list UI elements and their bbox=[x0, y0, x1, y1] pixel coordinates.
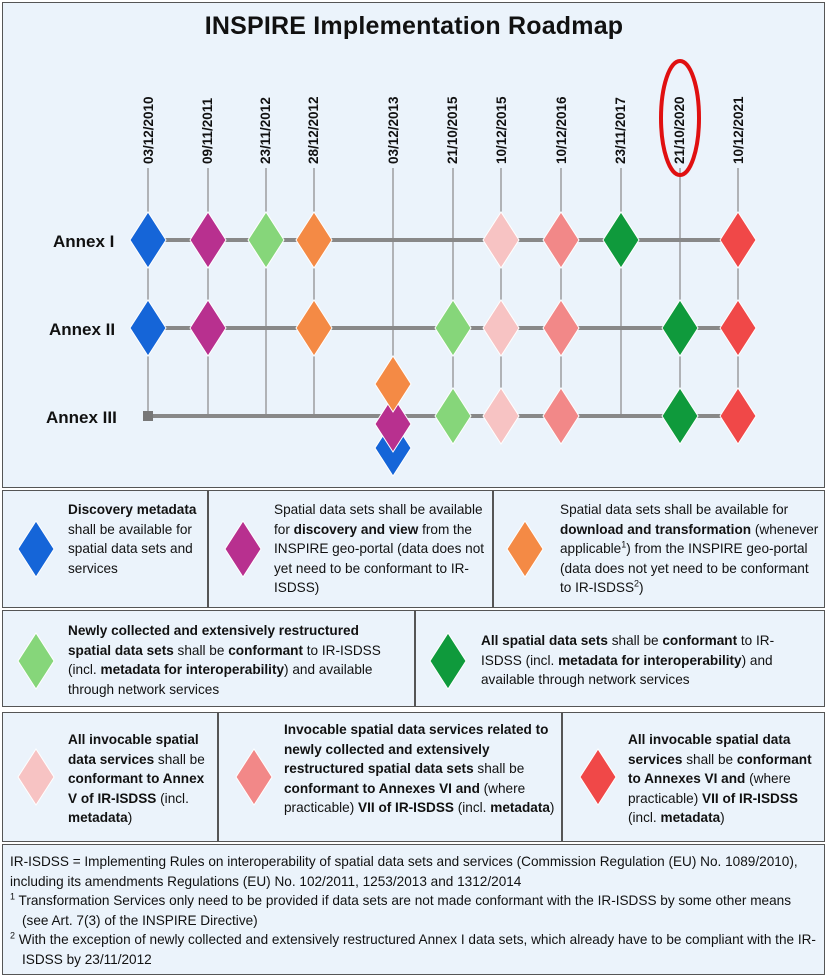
date-label: 09/11/2011 bbox=[200, 97, 215, 164]
footnotes bbox=[10, 852, 820, 970]
date-label: 23/11/2012 bbox=[258, 97, 273, 164]
legend-diamond-salmon bbox=[234, 747, 274, 807]
date-label: 03/12/2013 bbox=[386, 96, 401, 164]
legend-diamond-blue bbox=[16, 519, 56, 579]
date-label: 03/12/2010 bbox=[141, 96, 156, 164]
date-label: 10/12/2021 bbox=[731, 96, 746, 164]
legend-diamond-lightpink bbox=[16, 747, 56, 807]
milestone-diamond-salmon bbox=[543, 388, 579, 444]
legend-diamond-red bbox=[578, 747, 618, 807]
date-label: 10/12/2016 bbox=[554, 96, 569, 164]
milestone-diamond-red bbox=[720, 388, 756, 444]
legend-text-blue: Discovery metadata shall be available for spatial data sets and services bbox=[68, 502, 197, 576]
milestone-diamond-red bbox=[720, 212, 756, 268]
milestone-diamond-salmon bbox=[543, 212, 579, 268]
milestone-diamond-salmon bbox=[543, 300, 579, 356]
milestone-diamond-darkgreen bbox=[662, 388, 698, 444]
legend-diamond-purple bbox=[223, 519, 263, 579]
legend-text-lightgreen: Newly collected and extensively restructured spatial data sets shall be conformant to IR-ISDSS (incl. metadata for interoperability) and available through network services bbox=[68, 623, 381, 697]
milestone-diamond-red bbox=[720, 300, 756, 356]
date-label-highlighted: 21/10/2020 bbox=[672, 96, 687, 164]
date-label: 23/11/2017 bbox=[613, 97, 628, 164]
legend-text-lightpink: All invocable spatial data services shall be conformant to Annex V of IR-ISDSS (incl. metadata) bbox=[68, 732, 205, 826]
row-label-annex-i: Annex I bbox=[53, 232, 115, 251]
milestone-diamond-orange bbox=[296, 212, 332, 268]
row-label-annex-ii: Annex II bbox=[49, 320, 116, 339]
milestone-diamond-lightpink bbox=[483, 388, 519, 444]
milestone-diamond-lightpink bbox=[483, 300, 519, 356]
milestone-diamond-purple bbox=[190, 212, 226, 268]
highlight-ellipse bbox=[661, 61, 699, 175]
page-title: INSPIRE Implementation Roadmap bbox=[204, 12, 624, 40]
footnote-2: $^2$ With the exception of newly collected and extensively restructured Annex I data sets, which already have to be compliant with the IR-ISDSS by 23/11/2012 bbox=[10, 930, 816, 967]
legend-diamond-lightgreen bbox=[16, 631, 56, 691]
milestone-diamond-orange bbox=[296, 300, 332, 356]
row-label-annex-iii: Annex III bbox=[46, 408, 117, 427]
legend-diamond-darkgreen bbox=[428, 631, 468, 691]
legend-text-salmon: Invocable spatial data services related to newly collected and extensively restructured spatial data sets shall be conformant to Annexes VI and (where practicable) VII of IR-ISDSS (incl. metadata) bbox=[284, 722, 555, 816]
legend-text-darkgreen: All spatial data sets shall be conformant to IR-ISDSS (incl. metadata for interoperability) and available through network services bbox=[481, 633, 775, 688]
note-definition: IR-ISDSS = Implementing Rules on interoperability of spatial data sets and services (Commission Regulation (EU) No. 1089/2010), including its amendments Regulations (EU) No. 102/2011, 1253/2013 and 1312/2014 bbox=[10, 854, 798, 889]
milestone-diamond-lightgreen bbox=[435, 388, 471, 444]
legend-text-red: All invocable spatial data services shall be conformant to Annexes VI and (where practicable) VII of IR-ISDSS (incl. metadata) bbox=[628, 732, 812, 826]
milestone-diamond-lightgreen bbox=[435, 300, 471, 356]
annex-iii-start-marker bbox=[143, 411, 153, 421]
legend-text-purple: Spatial data sets shall be available for discovery and view from the INSPIRE geo-portal (data does not yet need to be conformant to IR-ISDSS) bbox=[274, 502, 485, 596]
milestone-diamond-lightgreen bbox=[248, 212, 284, 268]
milestone-diamond-blue bbox=[130, 212, 166, 268]
footnote-1: $^1$ Transformation Services only need to be provided if data sets are not made conformant with the IR-ISDSS by some other means (see Art. 7(3) of the INSPIRE Directive) bbox=[10, 891, 792, 928]
date-label: 10/12/2015 bbox=[494, 96, 509, 164]
legend-text-orange: Spatial data sets shall be available for download and transformation (whenever applicable$^1$) from the INSPIRE geo-portal (data does not yet need to be conformant to IR-ISDSS$^2$) bbox=[560, 502, 819, 596]
date-label: 21/10/2015 bbox=[445, 96, 460, 164]
milestone-diamond-darkgreen bbox=[662, 300, 698, 356]
milestone-diamond-lightpink bbox=[483, 212, 519, 268]
milestone-diamond-purple bbox=[190, 300, 226, 356]
legend-diamond-orange bbox=[505, 519, 545, 579]
milestone-diamond-blue bbox=[130, 300, 166, 356]
milestone-diamond-orange bbox=[375, 356, 411, 412]
date-label: 28/12/2012 bbox=[306, 96, 321, 164]
milestone-diamond-darkgreen bbox=[603, 212, 639, 268]
